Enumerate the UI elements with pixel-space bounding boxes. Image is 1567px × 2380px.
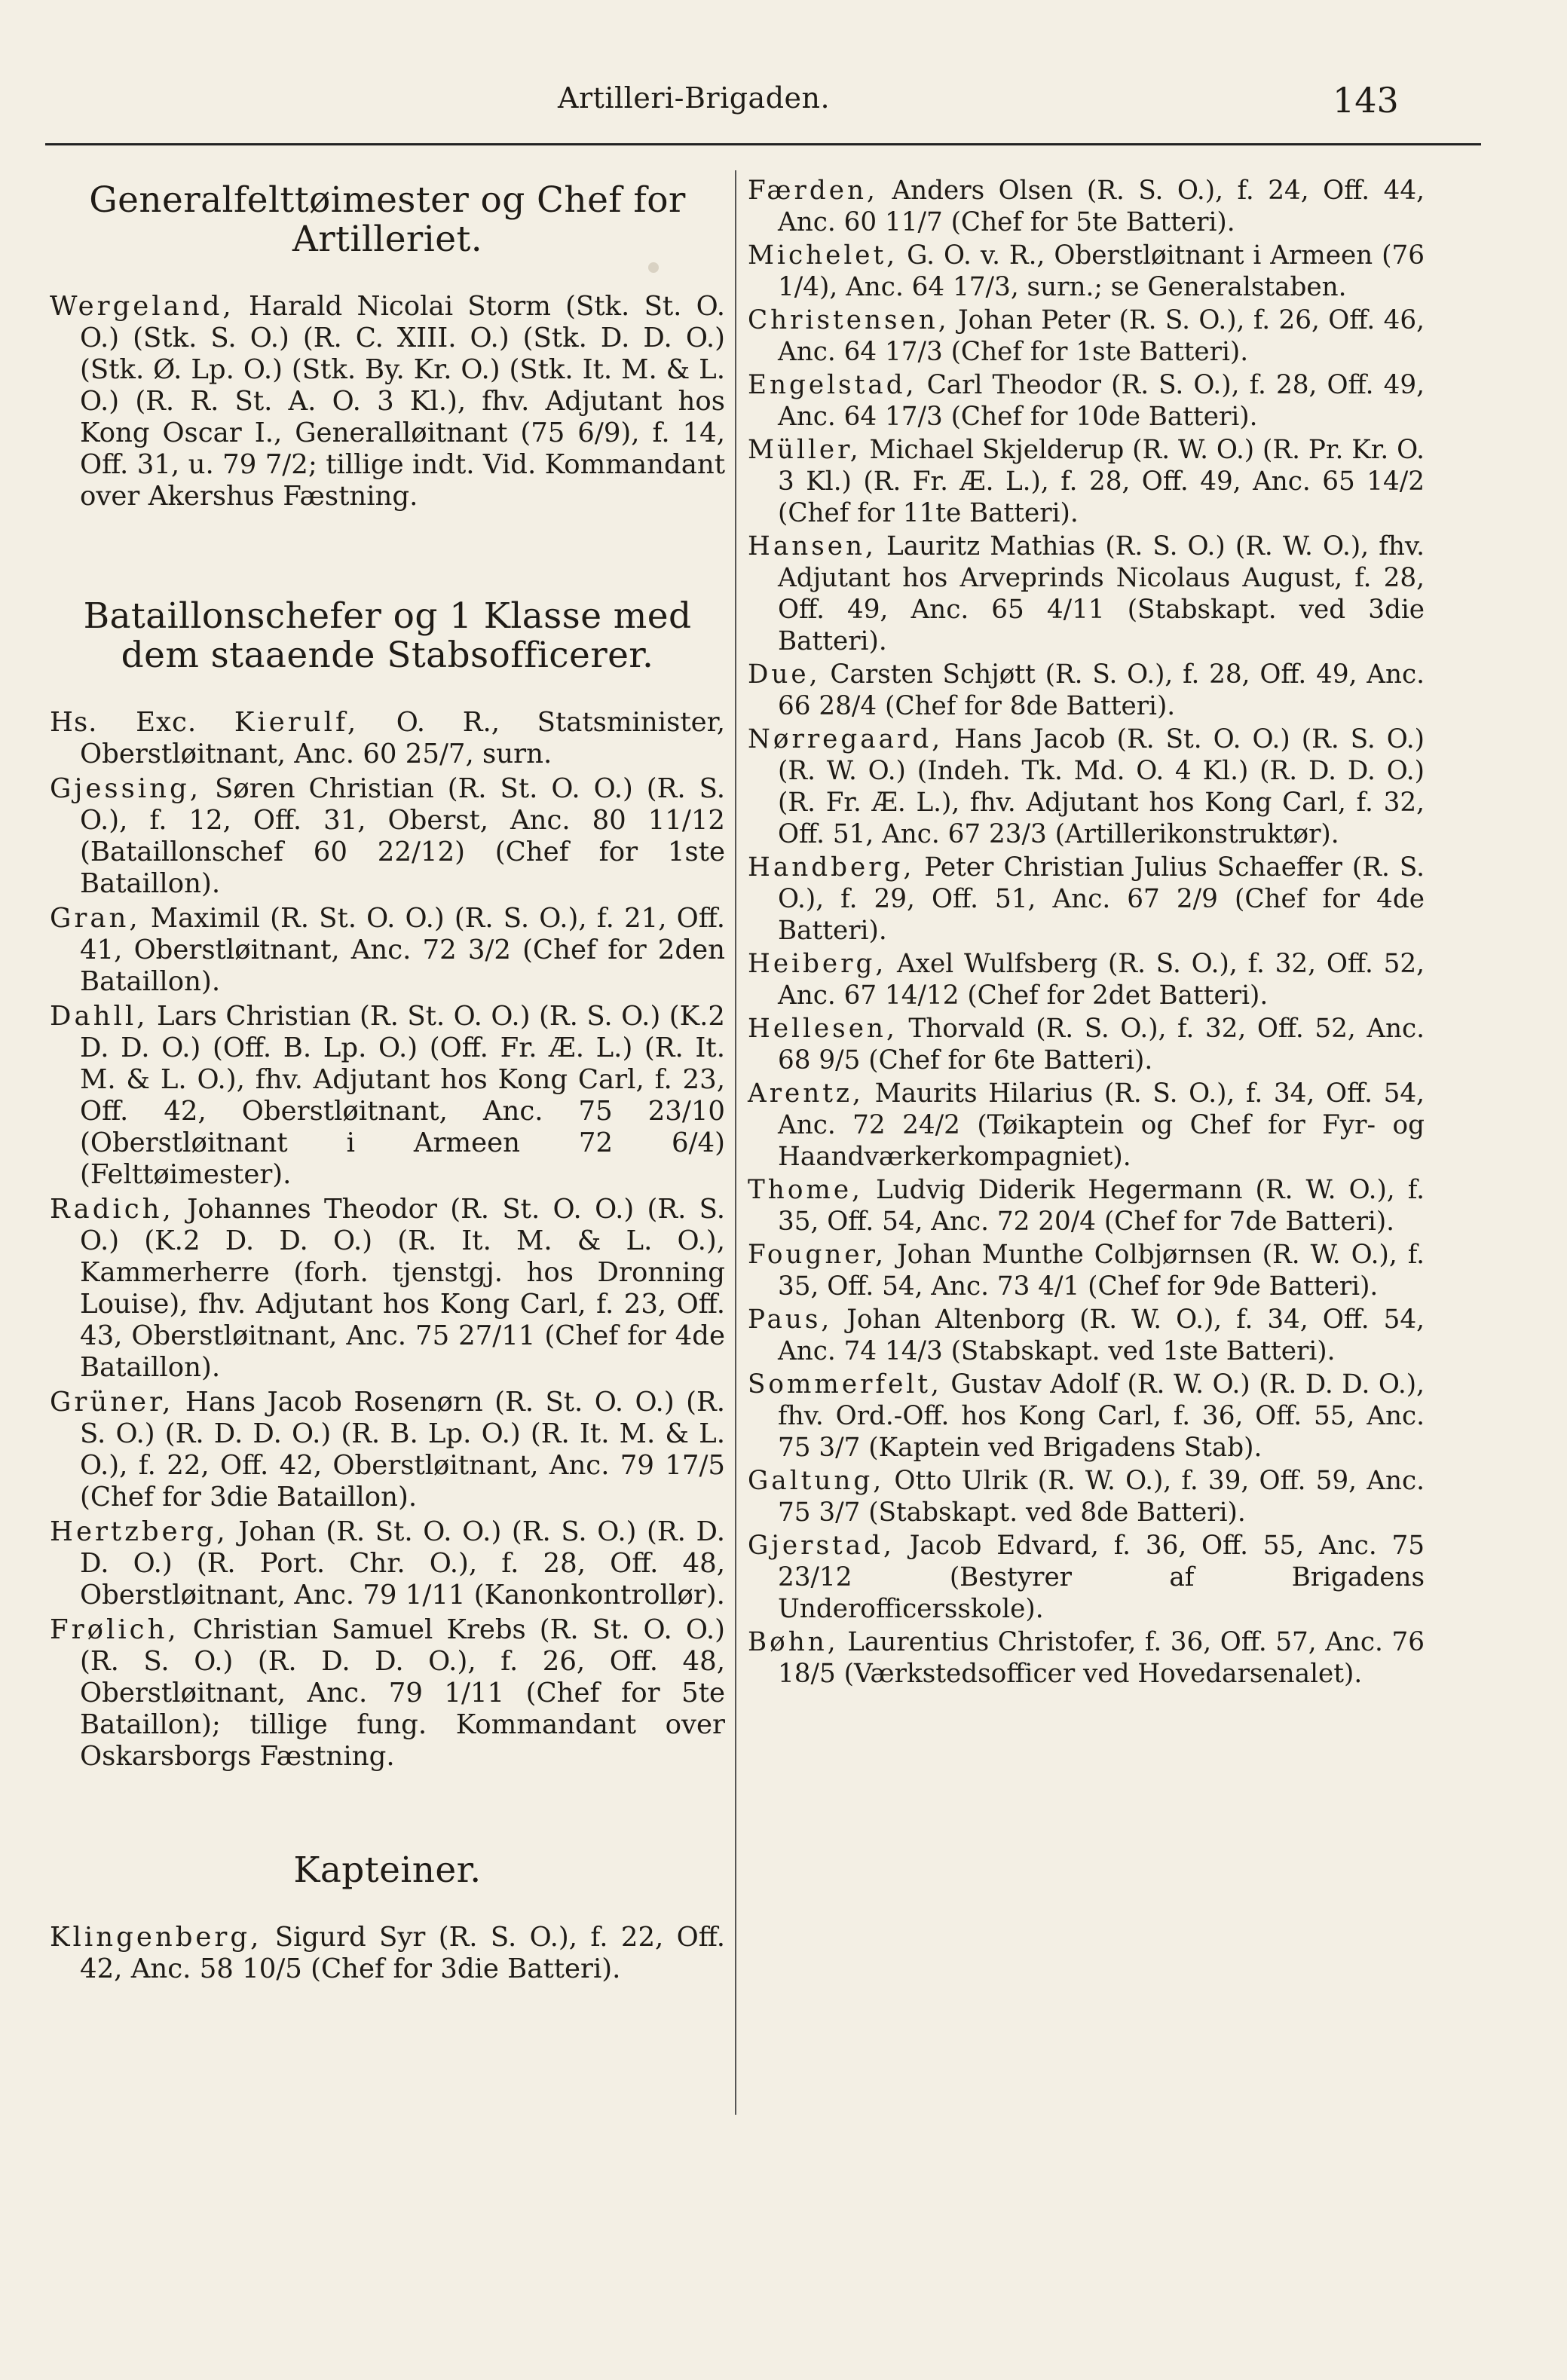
entry-surname: Kierulf,	[234, 707, 360, 738]
entry-details: Maurits Hilarius (R. S. O.), f. 34, Off. 54, Anc. 72 24/2 (Tøikaptein og Chef for Fyr- og Haandværkerkompagniet).	[778, 1078, 1425, 1172]
left-column	[50, 181, 725, 1988]
entry-details: Sigurd Syr (R. S. O.), f. 22, Off. 42, Anc. 58 10/5 (Chef for 3die Batteri).	[80, 1922, 725, 1984]
entry-honorific: Hs. Exc.	[50, 707, 197, 738]
roster-entry	[748, 240, 1425, 303]
roster-entry	[50, 1387, 725, 1513]
entry-details: Peter Christian Julius Schaeffer (R. S. O.), f. 29, Off. 51, Anc. 67 2/9 (Chef for 4de Batteri).	[778, 852, 1425, 946]
entry-details: Hans Jacob Rosenørn (R. St. O. O.) (R. S. O.) (R. D. D. O.) (R. B. Lp. O.) (R. It. M. & L. O.), f. 22, Off. 42, Oberstløitnant, Anc. 79 17/5 (Chef for 3die Bataillon).	[80, 1387, 725, 1513]
entry-details: Johan Altenborg (R. W. O.), f. 34, Off. 54, Anc. 74 14/3 (Stabskapt. ved 1ste Batteri).	[778, 1305, 1425, 1366]
entry-surname: Dahll,	[50, 1001, 148, 1032]
entry-details: Christian Samuel Krebs (R. St. O. O.) (R. S. O.) (R. D. D. O.), f. 26, Off. 48, Oberstløitnant, Anc. 79 1/11 (Chef for 5te Bataillon); tillige fung. Kommandant over Oskarsborgs Fæstning.	[80, 1614, 725, 1772]
header-rule	[45, 143, 1481, 145]
entry-details: Ludvig Diderik Hegermann (R. W. O.), f. 35, Off. 54, Anc. 72 20/4 (Chef for 7de Batteri).	[778, 1175, 1425, 1237]
entry-details: Lars Christian (R. St. O. O.) (R. S. O.) (K.2 D. D. O.) (Off. B. Lp. O.) (Off. Fr. Æ. L.) (R. It. M. & L. O.), fhv. Adjutant hos Kong Carl, f. 23, Off. 42, Oberstløitnant, Anc. 75 23/10 (Oberstløitnant i Armeen 72 6/4) (Felttøimester).	[80, 1001, 725, 1190]
entry-surname: Arentz,	[748, 1078, 864, 1109]
roster-entry	[748, 948, 1425, 1011]
entry-surname: Christensen,	[748, 305, 950, 335]
entry-surname: Handberg,	[748, 852, 915, 883]
page-number: 143	[1333, 80, 1399, 121]
roster-entry	[50, 291, 725, 512]
entry-surname: Heiberg,	[748, 949, 887, 979]
entry-surname: Radich,	[50, 1194, 174, 1225]
roster-entry	[50, 1194, 725, 1384]
right-column	[748, 175, 1425, 1691]
entry-surname: Michelet,	[748, 240, 898, 271]
roster-entry	[748, 1626, 1425, 1690]
roster-entry	[748, 304, 1425, 368]
entry-surname: Hansen,	[748, 531, 877, 561]
roster-entry	[50, 707, 725, 770]
entry-surname: Gjessing,	[50, 773, 202, 804]
entry-details: Lauritz Mathias (R. S. O.) (R. W. O.), fhv. Adjutant hos Arveprinds Nicolaus August, f. 28, Off. 49, Anc. 65 4/11 (Stabskapt. ved 3die Batteri).	[778, 531, 1425, 656]
entry-surname: Fougner,	[748, 1240, 887, 1270]
column-rule	[735, 170, 736, 2115]
entry-surname: Due,	[748, 659, 821, 690]
entry-surname: Paus,	[748, 1305, 833, 1335]
roster-entry	[50, 1614, 725, 1773]
entry-details: Gustav Adolf (R. W. O.) (R. D. D. O.), fhv. Ord.-Off. hos Kong Carl, f. 36, Off. 55, Anc. 75 3/7 (Kaptein ved Brigadens Stab).	[778, 1369, 1425, 1463]
entry-details: Søren Christian (R. St. O. O.) (R. S. O.), f. 12, Off. 31, Oberst, Anc. 80 11/12 (Bataillonschef 60 22/12) (Chef for 1ste Bataillon).	[80, 773, 725, 899]
entry-surname: Hellesen,	[748, 1014, 898, 1044]
roster-entry	[748, 1530, 1425, 1625]
entry-surname: Frølich,	[50, 1614, 179, 1645]
roster-entry	[50, 903, 725, 998]
entry-surname: Klingenberg,	[50, 1922, 262, 1953]
entry-surname: Hertzberg,	[50, 1516, 228, 1547]
entry-surname: Sommerfelt,	[748, 1369, 942, 1400]
section-heading-battalion-chiefs: Bataillonschefer og 1 Klasse med dem staaende Stabsofficerer.	[83, 595, 692, 676]
entry-details: Laurentius Christofer, f. 36, Off. 57, Anc. 76 18/5 (Værkstedsofficer ved Hovedarsenalet).	[778, 1627, 1425, 1689]
entry-surname: Grüner,	[50, 1387, 174, 1418]
entry-details: Jacob Edvard, f. 36, Off. 55, Anc. 75 23/12 (Bestyrer af Brigadens Underofficersskole).	[778, 1531, 1425, 1624]
roster-entry	[50, 1001, 725, 1191]
entry-surname: Müller,	[748, 435, 862, 465]
entry-details: Carl Theodor (R. S. O.), f. 28, Off. 49, Anc. 64 17/3 (Chef for 10de Batteri).	[778, 370, 1425, 432]
entry-surname: Engelstad,	[748, 370, 917, 400]
entry-details: Johan (R. St. O. O.) (R. S. O.) (R. D. D. O.) (R. Port. Chr. O.), f. 28, Off. 48, Oberstløitnant, Anc. 79 1/11 (Kanonkontrollør).	[80, 1516, 725, 1611]
entry-details: Johannes Theodor (R. St. O. O.) (R. S. O.) (K.2 D. D. O.) (R. It. M. & L. O.), Kammerherre (forh. tjenstgj. hos Dronning Louise), fhv. Adjutant hos Kong Carl, f. 23, Off. 43, Oberstløitnant, Anc. 75 27/11 (Chef for 4de Bataillon).	[80, 1194, 725, 1383]
entry-details: Otto Ulrik (R. W. O.), f. 39, Off. 59, Anc. 75 3/7 (Stabskapt. ved 8de Batteri).	[778, 1466, 1425, 1528]
roster-entry	[748, 1304, 1425, 1367]
entry-details: Carsten Schjøtt (R. S. O.), f. 28, Off. 49, Anc. 66 28/4 (Chef for 8de Batteri).	[778, 659, 1425, 721]
entry-surname: Færden,	[748, 176, 878, 206]
roster-entry	[748, 1078, 1425, 1173]
entry-details: Harald Nicolai Storm (Stk. St. O. O.) (Stk. S. O.) (R. C. XIII. O.) (Stk. D. D. O.) (Stk. Ø. Lp. O.) (Stk. By. Kr. O.) (Stk. It. M. & L. O.) (R. R. St. A. O. 3 Kl.), fhv. Adjutant hos Kong Oscar I., Generalløitnant (75 6/9), f. 14, Off. 31, u. 79 7/2; tillige indt. Vid. Kommandant over Akershus Fæstning.	[80, 291, 725, 512]
entry-surname: Gjerstad,	[748, 1531, 895, 1561]
roster-entry	[748, 434, 1425, 529]
entry-surname: Gran,	[50, 903, 141, 934]
entry-surname: Galtung,	[748, 1466, 885, 1496]
entry-details: Thorvald (R. S. O.), f. 32, Off. 52, Anc. 68 9/5 (Chef for 6te Batteri).	[778, 1014, 1425, 1075]
entry-surname: Bøhn,	[748, 1627, 839, 1657]
section-heading-artillery-chief: Generalfelttøimester og Chef for Artilleriet.	[89, 179, 686, 260]
entry-surname: Nørregaard,	[748, 724, 944, 754]
section-heading-captains: Kapteiner.	[293, 1849, 482, 1891]
roster-entry	[748, 175, 1425, 238]
entry-details: Anders Olsen (R. S. O.), f. 24, Off. 44, Anc. 60 11/7 (Chef for 5te Batteri).	[778, 176, 1425, 237]
running-title: Artilleri-Brigaden.	[558, 81, 831, 115]
roster-entry	[748, 1174, 1425, 1237]
roster-entry	[748, 852, 1425, 947]
entry-details: O. R., Statsminister, Oberstløitnant, Anc. 60 25/7, surn.	[80, 707, 725, 769]
roster-entry	[748, 1369, 1425, 1464]
entry-surname: Thome,	[748, 1175, 863, 1205]
roster-entry	[748, 369, 1425, 433]
roster-entry	[748, 723, 1425, 850]
entry-details: Johan Peter (R. S. O.), f. 26, Off. 46, Anc. 64 17/3 (Chef for 1ste Batteri).	[778, 305, 1425, 367]
roster-entry	[50, 1922, 725, 1985]
roster-entry	[50, 773, 725, 900]
entry-surname: Wergeland,	[50, 291, 234, 322]
roster-entry	[748, 531, 1425, 657]
roster-entry	[50, 1516, 725, 1611]
entry-details: Johan Munthe Colbjørnsen (R. W. O.), f. 35, Off. 54, Anc. 73 4/1 (Chef for 9de Batteri).	[778, 1240, 1425, 1302]
roster-entry	[748, 1013, 1425, 1076]
roster-entry	[748, 1465, 1425, 1528]
roster-entry	[748, 659, 1425, 722]
entry-details: Michael Skjelderup (R. W. O.) (R. Pr. Kr. O. 3 Kl.) (R. Fr. Æ. L.), f. 28, Off. 49, Anc. 65 14/2 (Chef for 11te Batteri).	[778, 435, 1425, 528]
entry-details: Axel Wulfsberg (R. S. O.), f. 32, Off. 52, Anc. 67 14/12 (Chef for 2det Batteri).	[778, 949, 1425, 1011]
entry-details: Maximil (R. St. O. O.) (R. S. O.), f. 21, Off. 41, Oberstløitnant, Anc. 72 3/2 (Chef for 2den Bataillon).	[80, 903, 725, 997]
entry-details: G. O. v. R., Oberstløitnant i Armeen (76 1/4), Anc. 64 17/3, surn.; se Generalstaben.	[778, 240, 1425, 302]
entry-details: Hans Jacob (R. St. O. O.) (R. S. O.) (R. W. O.) (Indeh. Tk. Md. O. 4 Kl.) (R. D. D. O.) (R. Fr. Æ. L.), fhv. Adjutant hos Kong Carl, f. 32, Off. 51, Anc. 67 23/3 (Artillerikonstruktør).	[778, 724, 1425, 849]
roster-entry	[748, 1239, 1425, 1302]
